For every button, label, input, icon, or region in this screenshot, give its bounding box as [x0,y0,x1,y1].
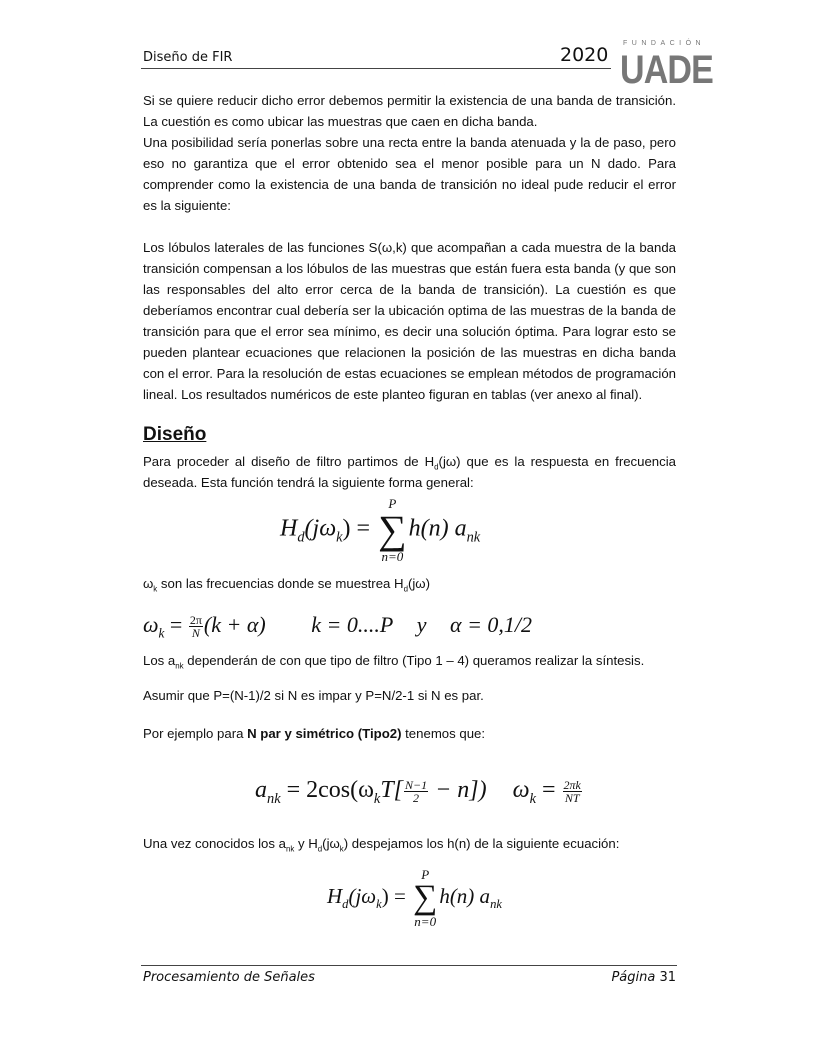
omega-description: $\omega_k$ son las frecuencias donde se muestrea $H_d(j\omega)$ [143,576,430,594]
footer-course: Procesamiento de Señales [143,970,315,985]
ank-description: Los $a_{nk}$ dependerán de con que tipo de filtro (Tipo 1 – 4) queramos realizar la síntesis. [143,653,645,671]
equation-hd-sum: $H_d(j\omega_k)$ = P ∑ n=0 h(n) $a_{nk}$ [280,496,481,564]
paragraph: Los lóbulos laterales de las funciones S(ω,k) que acompañan a cada muestra de la banda transición compensan a los lóbulos de las muestras que están fuera esta banda (y que son las responsables del alto error cerca de la banda de transición). La cuestión es que deberíamos encontrar cual debería ser la ubicación optima de las muestras de la banda de transición para que el error sea mínimo, es decir una solución óptima. Para lograr esto se pueden plantear ecuaciones que relacionen la posición de las muestras en dicha banda con el error. Para la resolución de estas ecuaciones se emplean métodos de programación lineal. Los resultados numéricos de este planteo figuran en tablas (ver anexo al final). [143,240,676,402]
paragraph: Una posibilidad sería ponerlas sobre una recta entre la banda atenuada y la de paso, pero eso no garantiza que el error obtenido sea el menor posible para un N dado. Para comprender como la existencia de una banda de transición no ideal pude reducir el error es la siguiente: [143,135,676,213]
header-year: 2020 [560,44,609,66]
design-intro: Para proceder al diseño de filtro partimos de $H_d(j\omega)$ que es la respuesta en frecuencia deseada. Esta función tendrá la siguiente forma general: [143,454,676,490]
header-title: Diseño de FIR [143,50,233,65]
footer-rule [141,965,677,966]
header-rule [141,68,611,69]
equation-hd-sum-2: $H_d(j\omega_k)$ = P ∑ n=0 h(n) $a_{nk}$ [327,867,502,929]
footer-page: Página 31 [611,970,676,985]
paragraph: Si se quiere reducir dicho error debemos permitir la existencia de una banda de transición. La cuestión es como ubicar las muestras que caen en dicha banda. [143,93,676,129]
assumption-text: Asumir que P=(N-1)/2 si N es impar y P=N/2-1 si N es par. [143,688,484,703]
intro-text [143,90,676,405]
equation-omega-k: $\omega_k$ = $\frac{2\pi}{N}$ (k + α) k = 0....P y α = 0,1/2 [143,612,533,641]
once-known-text: Una vez conocidos los $a_{nk}$ y $H_d(j\omega_k)$ despejamos los h(n) de la siguiente ecuación: [143,836,620,854]
logo-uade-text: UADE [620,48,713,92]
logo-foundation-text: FUNDACIÓN [623,40,706,47]
example-text: Por ejemplo para N par y simétrico (Tipo2) tenemos que: [143,726,486,741]
section-heading: Diseño [143,424,207,445]
uade-logo [620,40,713,92]
equation-ank-cos: $a_{nk} = 2\cos(\omega_kT$[ $\frac{N-1}{2}$ − n]) $\omega_k$ = $\frac{2\pi k}{NT}$ [255,777,581,807]
